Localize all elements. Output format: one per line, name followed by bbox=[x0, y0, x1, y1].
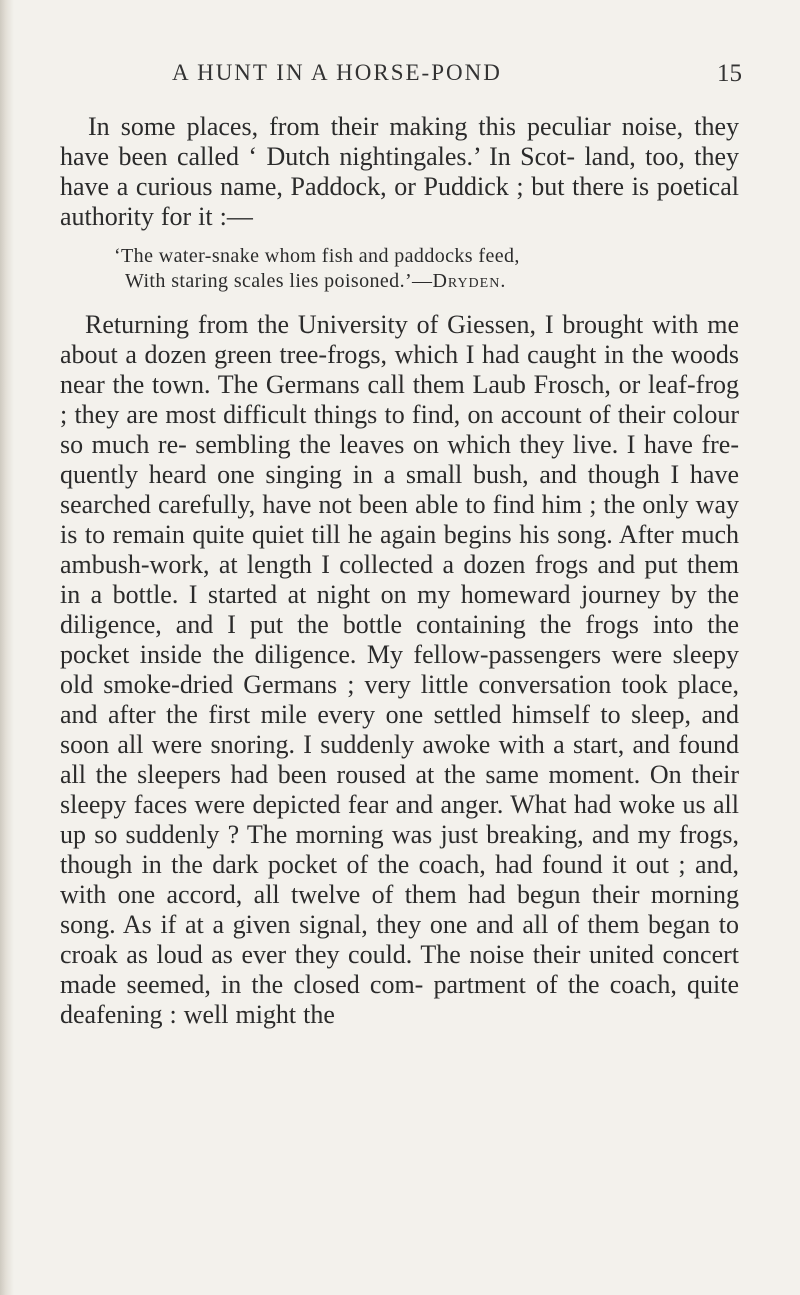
quote-line-1: ‘The water-snake whom fish and paddocks feed, bbox=[114, 245, 520, 267]
quote-line-2 bbox=[114, 269, 739, 294]
quote-attribution: Dryden. bbox=[432, 270, 507, 292]
page-number: 15 bbox=[717, 60, 742, 87]
verse-quotation bbox=[60, 244, 739, 294]
paragraph-2: Returning from the University of Giessen, I brought with me about a dozen green tree-frogs, which I had caught in the woods near the town. The Germans call them Laub Frosch, or leaf-frog ; they are most difficult things to find, on account of their colour so much re- sembling the leaves on which they live. I have fre- quently heard one singing in a small bush, and though I have searched carefully, have not been able to find him ; the only way is to remain quite quiet till he again begins his song. After much ambush-work, at length I collected a dozen frogs and put them in a bottle. I started at night on my homeward journey by the diligence, and I put the bottle containing the frogs into the pocket inside the diligence. My fellow-passengers were sleepy old smoke-dried Germans ; very little conversation took place, and after the first mile every one settled himself to sleep, and soon all were snoring. I suddenly awoke with a start, and found all the sleepers had been roused at the same moment. On their sleepy faces were depicted fear and anger. What had woke us all up so suddenly ? The morning was just breaking, and my frogs, though in the dark pocket of the coach, had found it out ; and, with one accord, all twelve of them had begun their morning song. As if at a given signal, they one and all of them began to croak as loud as ever they could. The noise their united concert made seemed, in the closed com- partment of the coach, quite deafening : well might the bbox=[60, 310, 739, 1029]
paragraph-1: In some places, from their making this peculiar noise, they have been called ‘ Dutch nightingales.’ In Scot- land, too, they have a curious name, Paddock, or Puddick ; but there is poetical authority for it :— bbox=[60, 112, 739, 231]
body-text bbox=[60, 112, 739, 1030]
quote-line-2-text: With staring scales lies poisoned.’— bbox=[125, 270, 433, 292]
running-head: A HUNT IN A HORSE-POND bbox=[172, 60, 502, 85]
